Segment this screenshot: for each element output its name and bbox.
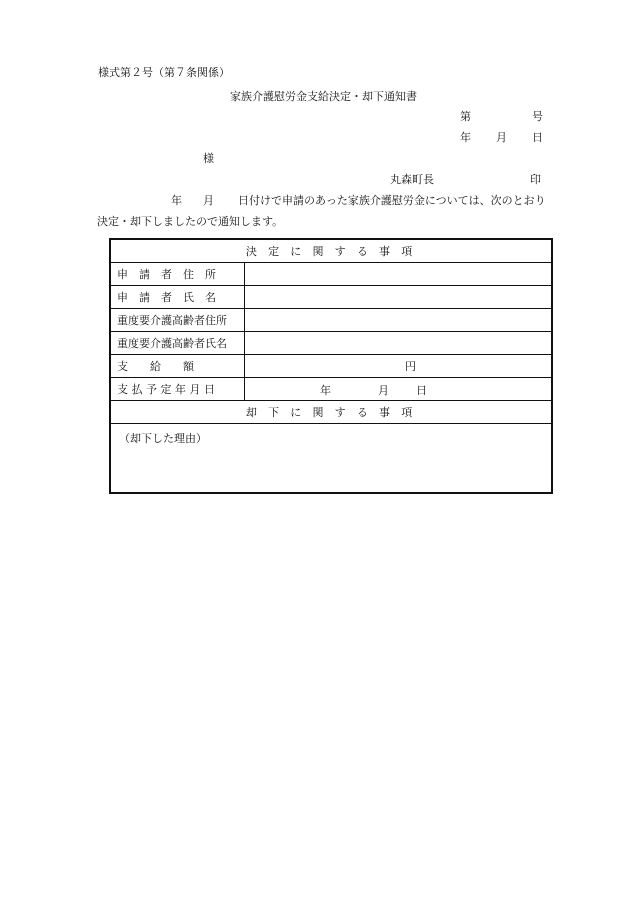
- decision-header-row: [110, 239, 552, 262]
- table-row: [110, 377, 552, 400]
- date-month: 月: [496, 131, 507, 144]
- body-year: 年: [171, 194, 182, 207]
- date-year: 年: [460, 131, 471, 144]
- amount-value: [245, 354, 553, 377]
- body-line2: 決定・却下しましたので通知します。: [97, 215, 284, 228]
- form-number: 様式第２号（第７条関係）: [98, 66, 230, 79]
- number-prefix: 第: [460, 110, 471, 123]
- seal-mark: 印: [530, 173, 541, 186]
- reason-cell: [110, 423, 552, 493]
- elderly-name-label: 重度要介護高齢者氏名: [110, 331, 245, 354]
- elderly-address-value: [245, 308, 553, 331]
- pay-month: 月: [378, 383, 389, 397]
- issuer-name: 丸森町長: [390, 173, 434, 186]
- applicant-address-value: [245, 262, 553, 285]
- table-row: [110, 308, 552, 331]
- table-row: [110, 285, 552, 308]
- body-month: 月: [203, 194, 214, 207]
- pay-date-value: [245, 377, 553, 400]
- table-row: [110, 354, 552, 377]
- decision-header: 決 定 に 関 す る 事 項: [110, 239, 552, 262]
- number-suffix: 号: [532, 110, 543, 123]
- elderly-address-label: 重度要介護高齢者住所: [110, 308, 245, 331]
- amount-label: 支 給 額: [110, 354, 245, 377]
- pay-year: 年: [320, 383, 331, 397]
- date-day: 日: [532, 131, 543, 144]
- amount-unit: 円: [405, 359, 416, 373]
- table-row: [110, 331, 552, 354]
- elderly-name-value: [245, 331, 553, 354]
- applicant-address-label: 申 請 者 住 所: [110, 262, 245, 285]
- rejection-header: 却 下 に 関 す る 事 項: [110, 400, 552, 423]
- notice-table: [109, 238, 553, 494]
- table-row: [110, 262, 552, 285]
- document-title: 家族介護慰労金支給決定・却下通知書: [230, 90, 417, 103]
- reason-row: [110, 423, 552, 493]
- reason-label: （却下した理由）: [119, 431, 207, 445]
- applicant-name-label: 申 請 者 氏 名: [110, 285, 245, 308]
- body-line1: 日付けで申請のあった家族介護慰労金については、次のとおり: [238, 194, 546, 207]
- rejection-header-row: [110, 400, 552, 423]
- pay-day: 日: [416, 383, 427, 397]
- applicant-name-value: [245, 285, 553, 308]
- pay-date-label: 支 払 予 定 年 月 日: [110, 377, 245, 400]
- recipient-suffix: 様: [203, 152, 214, 165]
